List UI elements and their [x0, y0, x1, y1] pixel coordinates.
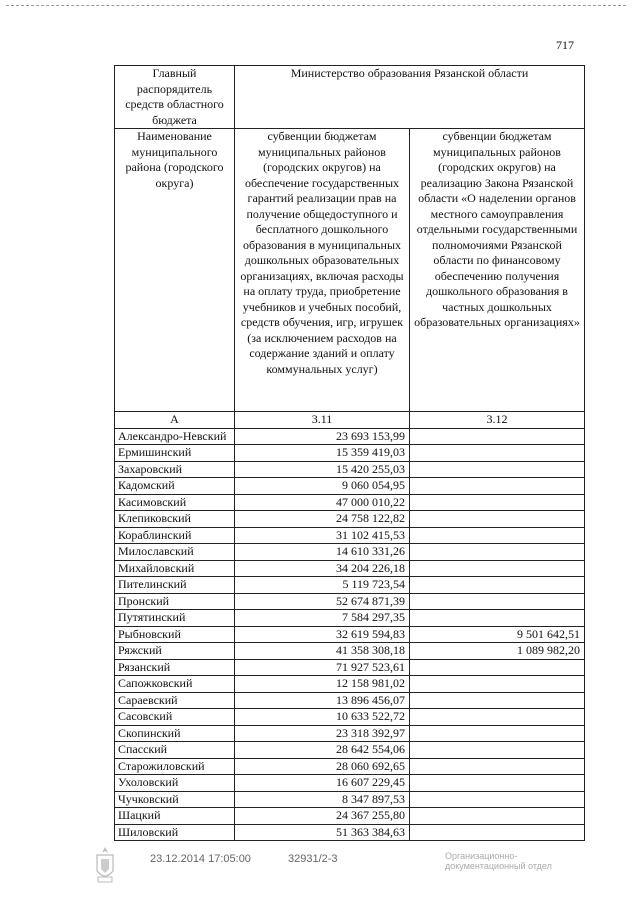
value-312	[410, 527, 585, 544]
value-311: 51 363 384,63	[235, 824, 410, 841]
value-311: 16 607 229,45	[235, 775, 410, 792]
column-id-a: А	[115, 412, 235, 429]
municipality-label: Наименование муниципального района (городского округа)	[115, 129, 235, 412]
municipality-name: Кораблинский	[115, 527, 235, 544]
municipality-name: Сапожковский	[115, 676, 235, 693]
municipality-name: Касимовский	[115, 494, 235, 511]
value-312	[410, 758, 585, 775]
stamp-line-1: Организационно-	[445, 851, 518, 861]
stamp-line-2: документационный отдел	[445, 861, 552, 871]
municipality-name: Скопинский	[115, 725, 235, 742]
table-row	[115, 428, 585, 445]
value-312	[410, 775, 585, 792]
value-311: 32 619 594,83	[235, 626, 410, 643]
municipality-name: Милославский	[115, 544, 235, 561]
value-312	[410, 577, 585, 594]
table-row	[115, 643, 585, 660]
municipality-name: Чучковский	[115, 791, 235, 808]
municipality-name: Клепиковский	[115, 511, 235, 528]
municipality-name: Захаровский	[115, 461, 235, 478]
value-311: 9 060 054,95	[235, 478, 410, 495]
value-311: 23 318 392,97	[235, 725, 410, 742]
municipality-name: Спасский	[115, 742, 235, 759]
table-row	[115, 560, 585, 577]
value-311: 13 896 456,07	[235, 692, 410, 709]
municipality-name: Старожиловский	[115, 758, 235, 775]
table-row	[115, 659, 585, 676]
footer-datetime: 23.12.2014 17:05:00	[150, 853, 251, 865]
value-311: 28 642 554,06	[235, 742, 410, 759]
value-311: 47 000 010,22	[235, 494, 410, 511]
table-row	[115, 676, 585, 693]
municipality-name: Сасовский	[115, 709, 235, 726]
ministry-name: Министерство образования Рязанской области	[235, 66, 585, 129]
municipality-name: Кадомский	[115, 478, 235, 495]
value-312	[410, 692, 585, 709]
value-312	[410, 544, 585, 561]
value-311: 41 358 308,18	[235, 643, 410, 660]
table-row	[115, 742, 585, 759]
municipality-name: Путятинский	[115, 610, 235, 627]
table-row	[115, 527, 585, 544]
municipality-name: Александро-Невский	[115, 428, 235, 445]
value-311: 14 610 331,26	[235, 544, 410, 561]
value-312	[410, 808, 585, 825]
footer-doc-code: 32931/2-3	[288, 853, 338, 865]
value-312	[410, 610, 585, 627]
value-312	[410, 478, 585, 495]
value-311: 5 119 723,54	[235, 577, 410, 594]
budget-table	[114, 65, 585, 841]
municipality-name: Ряжский	[115, 643, 235, 660]
value-312: 9 501 642,51	[410, 626, 585, 643]
col-311-description: субвенции бюджетам муниципальных районов (городских округов) на обеспечение государственных гарантий реализации прав на получение общедоступного и бесплатного дошкольного образования в муниципальных дошкольных образовательных организациях, включая расходы на оплату труда, приобретение учебников и учебных пособий, средств обучения, игр, игрушек (за исключением расходов на содержание зданий и оплату коммунальных услуг)	[235, 129, 410, 412]
table-row	[115, 824, 585, 841]
municipality-name: Михайловский	[115, 560, 235, 577]
value-312	[410, 659, 585, 676]
footer-stamp	[445, 851, 552, 871]
value-311: 52 674 871,39	[235, 593, 410, 610]
value-311: 15 359 419,03	[235, 445, 410, 462]
value-311: 12 158 981,02	[235, 676, 410, 693]
value-311: 24 758 122,82	[235, 511, 410, 528]
header-row-distributor	[115, 66, 585, 129]
value-312	[410, 676, 585, 693]
value-312	[410, 560, 585, 577]
value-312	[410, 725, 585, 742]
table-row	[115, 791, 585, 808]
table-row	[115, 544, 585, 561]
table-row	[115, 808, 585, 825]
table-row	[115, 478, 585, 495]
col-312-description: субвенции бюджетам муниципальных районов (городских округов) на реализацию Закона Рязанской области «О наделении органов местного самоуправления отдельными государственными полномочиями Рязанской области по финансовому обеспечению получения дошкольного образования в частных дошкольных образовательных организациях»	[410, 129, 585, 412]
table-row	[115, 692, 585, 709]
table-row	[115, 709, 585, 726]
table-row	[115, 758, 585, 775]
table-row	[115, 593, 585, 610]
value-312	[410, 742, 585, 759]
value-312	[410, 494, 585, 511]
table-row	[115, 494, 585, 511]
value-311: 23 693 153,99	[235, 428, 410, 445]
table-row	[115, 725, 585, 742]
distributor-label: Главный распорядитель средств областного бюджета	[115, 66, 235, 129]
value-311: 28 060 692,65	[235, 758, 410, 775]
municipality-name: Рыбновский	[115, 626, 235, 643]
municipality-name: Сараевский	[115, 692, 235, 709]
value-312	[410, 593, 585, 610]
municipality-name: Ермишинский	[115, 445, 235, 462]
municipality-name: Рязанский	[115, 659, 235, 676]
value-312: 1 089 982,20	[410, 643, 585, 660]
municipality-name: Пронский	[115, 593, 235, 610]
value-311: 71 927 523,61	[235, 659, 410, 676]
column-id-312: 3.12	[410, 412, 585, 429]
top-scan-rule	[6, 5, 626, 6]
header-row-columns	[115, 129, 585, 412]
value-311: 7 584 297,35	[235, 610, 410, 627]
value-311: 31 102 415,53	[235, 527, 410, 544]
value-311: 24 367 255,80	[235, 808, 410, 825]
municipality-name: Ухоловский	[115, 775, 235, 792]
column-id-row	[115, 412, 585, 429]
table-row	[115, 626, 585, 643]
value-311: 10 633 522,72	[235, 709, 410, 726]
value-312	[410, 461, 585, 478]
value-311: 8 347 897,53	[235, 791, 410, 808]
coat-of-arms-emblem	[92, 845, 118, 885]
value-312	[410, 824, 585, 841]
municipality-name: Шацкий	[115, 808, 235, 825]
table-row	[115, 511, 585, 528]
page-number: 717	[556, 38, 574, 52]
value-312	[410, 445, 585, 462]
table-row	[115, 610, 585, 627]
municipality-name: Шиловский	[115, 824, 235, 841]
value-312	[410, 511, 585, 528]
value-311: 34 204 226,18	[235, 560, 410, 577]
value-312	[410, 428, 585, 445]
table-row	[115, 775, 585, 792]
column-id-311: 3.11	[235, 412, 410, 429]
value-311: 15 420 255,03	[235, 461, 410, 478]
table-row	[115, 445, 585, 462]
value-312	[410, 791, 585, 808]
table-row	[115, 461, 585, 478]
value-312	[410, 709, 585, 726]
municipality-name: Пителинский	[115, 577, 235, 594]
table-row	[115, 577, 585, 594]
